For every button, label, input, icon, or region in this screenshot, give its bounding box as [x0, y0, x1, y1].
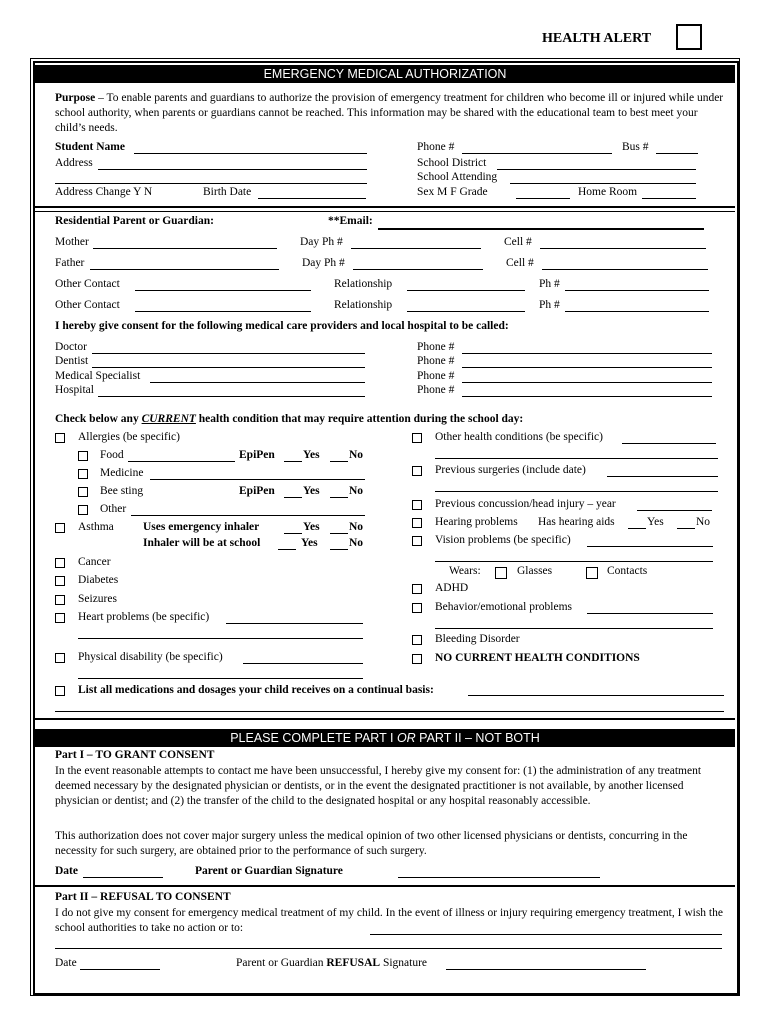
parent-heading: Residential Parent or Guardian:: [55, 215, 214, 227]
hospital-phone-label: Phone #: [417, 384, 455, 396]
other-contact-field[interactable]: [135, 290, 311, 291]
other-health-checkbox[interactable]: [412, 433, 422, 443]
uses-inhaler-label: Uses emergency inhaler: [143, 521, 260, 533]
dentist-phone-field[interactable]: [462, 367, 712, 368]
food-epipen-label: EpiPen: [239, 449, 275, 461]
hospital-phone-field[interactable]: [462, 396, 712, 397]
part1-heading: Part I – TO GRANT CONSENT: [55, 749, 215, 761]
surgeries-field[interactable]: [607, 476, 718, 477]
medicine-checkbox[interactable]: [78, 469, 88, 479]
physical-field-2[interactable]: [78, 678, 363, 679]
behavior-checkbox[interactable]: [412, 603, 422, 613]
relationship-label-2: Relationship: [334, 299, 393, 311]
school-attending-label: School Attending: [417, 171, 498, 183]
inhaler-school-label: Inhaler will be at school: [143, 537, 261, 549]
asthma-label: Asthma: [78, 521, 114, 533]
part1-signature-field[interactable]: [398, 877, 600, 878]
part1-text1: In the event reasonable attempts to contact me have been unsuccessful, I hereby give my consent for: (1) the administration of any treatment deemed necessary by the designated physician or dentists, or in the event the designated practitioner is not available, by another licensed physician or dentist; and (2) the transfer of the child to the designated hospital or any hospital reasonably accessible.: [55, 765, 702, 807]
allergies-label: Allergies (be specific): [78, 431, 180, 443]
student-name-field[interactable]: [134, 153, 367, 154]
bee-epipen-label: EpiPen: [239, 485, 275, 497]
food-checkbox[interactable]: [78, 451, 88, 461]
heart-label: Heart problems (be specific): [78, 611, 210, 623]
glasses-checkbox[interactable]: [495, 567, 507, 579]
other-health-field-2[interactable]: [435, 458, 718, 459]
address-label: Address: [55, 157, 93, 169]
bus-field[interactable]: [656, 153, 698, 154]
contacts-label: Contacts: [607, 565, 648, 577]
hospital-field[interactable]: [98, 396, 365, 397]
surgeries-field-2[interactable]: [435, 491, 718, 492]
food-field[interactable]: [128, 461, 235, 462]
other-allergy-checkbox[interactable]: [78, 505, 88, 515]
concussion-checkbox[interactable]: [412, 500, 422, 510]
dentist-phone-label: Phone #: [417, 355, 455, 367]
father-cell-label: Cell #: [506, 257, 534, 269]
food-epipen-yes: Yes: [303, 449, 320, 461]
relationship-label: Relationship: [334, 278, 393, 290]
hearing-aids-no-field[interactable]: [677, 528, 695, 529]
consent-band: [35, 729, 735, 747]
doctor-phone-field[interactable]: [462, 353, 712, 354]
contacts-checkbox[interactable]: [586, 567, 598, 579]
birth-date-label: Birth Date: [203, 186, 252, 198]
bee-epipen-no: No: [349, 485, 364, 497]
food-epipen-no: No: [349, 449, 364, 461]
conditions-intro-pre: Check below any: [55, 413, 142, 425]
school-no-field[interactable]: [330, 549, 348, 550]
diabetes-checkbox[interactable]: [55, 576, 65, 586]
father-day-ph-field[interactable]: [353, 269, 483, 270]
address-field-2[interactable]: [55, 183, 367, 184]
school-yes-field[interactable]: [278, 549, 296, 550]
bee-sting-checkbox[interactable]: [78, 487, 88, 497]
mother-field[interactable]: [93, 248, 277, 249]
doctor-field[interactable]: [92, 353, 365, 354]
concussion-field[interactable]: [637, 510, 712, 511]
bee-epipen-no-field[interactable]: [330, 497, 348, 498]
part2-sig-pre: Parent or Guardian: [236, 957, 327, 969]
medicine-field[interactable]: [150, 479, 365, 480]
hospital-label: Hospital: [55, 384, 94, 396]
purpose-paragraph: [55, 91, 725, 136]
inhaler-no-field[interactable]: [330, 533, 348, 534]
food-epipen-no-field[interactable]: [330, 461, 348, 462]
other-allergy-field[interactable]: [131, 515, 365, 516]
other-contact-label: Other Contact: [55, 278, 120, 290]
father-field[interactable]: [90, 269, 279, 270]
concussion-label: Previous concussion/head injury – year: [435, 498, 616, 510]
health-alert-label: HEALTH ALERT: [542, 31, 652, 46]
mother-cell-label: Cell #: [504, 236, 532, 248]
adhd-checkbox[interactable]: [412, 584, 422, 594]
part1-signature-label: Parent or Guardian Signature: [195, 865, 343, 877]
heart-field[interactable]: [226, 623, 363, 624]
school-district-field[interactable]: [497, 169, 696, 170]
ph-field[interactable]: [565, 290, 709, 291]
mother-cell-field[interactable]: [540, 248, 706, 249]
consent-band-or: OR: [396, 731, 416, 745]
other-health-field[interactable]: [622, 443, 716, 444]
behavior-field-2[interactable]: [435, 628, 713, 629]
behavior-field[interactable]: [587, 613, 713, 614]
dentist-label: Dentist: [55, 355, 89, 367]
inhaler-no: No: [349, 521, 364, 533]
specialist-field[interactable]: [150, 382, 365, 383]
medications-field-2[interactable]: [55, 711, 724, 712]
bleeding-label: Bleeding Disorder: [435, 633, 520, 645]
school-district-label: School District: [417, 157, 487, 169]
school-no: No: [349, 537, 364, 549]
relationship-field[interactable]: [407, 290, 525, 291]
medications-field[interactable]: [468, 695, 724, 696]
part2-instructions-field[interactable]: [370, 934, 722, 935]
no-current-label: NO CURRENT HEALTH CONDITIONS: [435, 652, 640, 664]
glasses-label: Glasses: [517, 565, 553, 577]
father-label: Father: [55, 257, 85, 269]
diabetes-label: Diabetes: [78, 574, 119, 586]
specialist-label: Medical Specialist: [55, 370, 141, 382]
ph-field-2[interactable]: [565, 311, 709, 312]
phone-label: Phone #: [417, 141, 455, 153]
part1-date-label: Date: [55, 865, 78, 877]
hearing-aids-yes: Yes: [647, 516, 664, 528]
bus-label: Bus #: [622, 141, 649, 153]
hearing-aids-yes-field[interactable]: [628, 528, 646, 529]
school-yes: Yes: [301, 537, 318, 549]
divider: [35, 885, 735, 887]
home-room-field[interactable]: [642, 198, 696, 199]
surgeries-label: Previous surgeries (include date): [435, 464, 586, 476]
part2-sig-refusal: REFUSAL: [326, 957, 381, 969]
form-title: EMERGENCY MEDICAL AUTHORIZATION: [35, 65, 735, 83]
inhaler-yes-field[interactable]: [284, 533, 302, 534]
divider: [35, 718, 735, 720]
consent-band-pre: PLEASE COMPLETE PART I: [230, 731, 397, 745]
other-health-label: Other health conditions (be specific): [435, 431, 603, 443]
no-current-checkbox[interactable]: [412, 654, 422, 664]
hearing-aids-no: No: [696, 516, 711, 528]
medications-label: List all medications and dosages your child receives on a continual basis:: [78, 684, 434, 696]
father-cell-field[interactable]: [542, 269, 708, 270]
bee-sting-label: Bee sting: [100, 485, 144, 497]
surgeries-checkbox[interactable]: [412, 466, 422, 476]
part2-instructions-field-2[interactable]: [55, 948, 722, 949]
provider-consent-text: I hereby give consent for the following medical care providers and local hospital to be called:: [55, 320, 509, 332]
physical-field[interactable]: [243, 663, 363, 664]
bee-epipen-yes: Yes: [303, 485, 320, 497]
vision-field[interactable]: [587, 546, 713, 547]
health-alert-checkbox[interactable]: [676, 24, 702, 50]
purpose-label: Purpose: [55, 92, 96, 104]
father-day-ph-label: Day Ph #: [302, 257, 345, 269]
email-field[interactable]: [378, 228, 704, 230]
physical-checkbox[interactable]: [55, 653, 65, 663]
dentist-field[interactable]: [92, 367, 365, 368]
conditions-intro: [55, 413, 523, 425]
doctor-label: Doctor: [55, 341, 87, 353]
asthma-checkbox[interactable]: [55, 523, 65, 533]
other-allergy-label: Other: [100, 503, 127, 515]
divider: [35, 211, 735, 212]
ph-label-2: Ph #: [539, 299, 560, 311]
part2-signature-label: [236, 957, 427, 969]
vision-field-2[interactable]: [435, 561, 713, 562]
cancer-checkbox[interactable]: [55, 558, 65, 568]
mother-label: Mother: [55, 236, 89, 248]
hearing-label: Hearing problems: [435, 516, 518, 528]
inhaler-yes: Yes: [303, 521, 320, 533]
adhd-label: ADHD: [435, 582, 469, 594]
part2-date-label: Date: [55, 957, 77, 969]
hearing-checkbox[interactable]: [412, 518, 422, 528]
behavior-label: Behavior/emotional problems: [435, 601, 573, 613]
address-change-label: Address Change Y N: [55, 186, 153, 198]
part2-heading: Part II – REFUSAL TO CONSENT: [55, 891, 231, 903]
vision-label: Vision problems (be specific): [435, 534, 571, 546]
specialist-phone-label: Phone #: [417, 370, 455, 382]
address-field[interactable]: [98, 169, 367, 170]
seizures-label: Seizures: [78, 593, 117, 605]
part2-text: I do not give my consent for emergency medical treatment of my child. In the event of illness or injury requiring emergency treatment, I wish the school authorities to take no action or to:: [55, 907, 723, 934]
purpose-text: – To enable parents and guardians to authorize the provision of emergency treatment for children who become ill or injured while under school authority, when parents or guardians cannot be reached. This information may be shared with the educational team to best meet your child’s needs.: [55, 92, 724, 134]
email-label: **Email:: [328, 215, 373, 227]
divider: [35, 206, 735, 208]
part2-signature-field[interactable]: [446, 969, 646, 970]
medicine-label: Medicine: [100, 467, 144, 479]
heart-checkbox[interactable]: [55, 613, 65, 623]
part2-sig-post: Signature: [380, 957, 428, 969]
food-epipen-yes-field[interactable]: [284, 461, 302, 462]
physical-label: Physical disability (be specific): [78, 651, 223, 663]
ph-label: Ph #: [539, 278, 560, 290]
student-name-label: Student Name: [55, 141, 125, 153]
seizures-checkbox[interactable]: [55, 595, 65, 605]
relationship-field-2[interactable]: [407, 311, 525, 312]
sex-grade-label: Sex M F Grade: [417, 186, 488, 198]
conditions-intro-em: CURRENT: [141, 413, 196, 425]
other-contact-field-2[interactable]: [135, 311, 311, 312]
heart-field-2[interactable]: [78, 638, 363, 639]
school-attending-field[interactable]: [510, 183, 696, 184]
specialist-phone-field[interactable]: [462, 382, 712, 383]
allergies-checkbox[interactable]: [55, 433, 65, 443]
medications-checkbox[interactable]: [55, 686, 65, 696]
bleeding-checkbox[interactable]: [412, 635, 422, 645]
bee-epipen-yes-field[interactable]: [284, 497, 302, 498]
part2-date-field[interactable]: [80, 969, 160, 970]
birth-date-field[interactable]: [258, 198, 366, 199]
part1-date-field[interactable]: [83, 877, 163, 878]
wears-label: Wears:: [449, 565, 481, 577]
cancer-label: Cancer: [78, 556, 111, 568]
other-contact-label-2: Other Contact: [55, 299, 120, 311]
home-room-label: Home Room: [578, 186, 638, 198]
consent-band-post: PART II – NOT BOTH: [415, 731, 540, 745]
doctor-phone-label: Phone #: [417, 341, 455, 353]
phone-field[interactable]: [462, 153, 612, 154]
hearing-aids-label: Has hearing aids: [538, 516, 615, 528]
conditions-intro-post: health condition that may require attention during the school day:: [195, 413, 524, 425]
mother-day-ph-label: Day Ph #: [300, 236, 343, 248]
food-label: Food: [100, 449, 124, 461]
grade-field[interactable]: [516, 198, 570, 199]
vision-checkbox[interactable]: [412, 536, 422, 546]
part1-text2: This authorization does not cover major surgery unless the medical opinion of two other licensed physicians or dentists, concurring in the necessity for such surgery, are obtained prior to the performance of such surgery.: [55, 830, 688, 857]
mother-day-ph-field[interactable]: [351, 248, 481, 249]
